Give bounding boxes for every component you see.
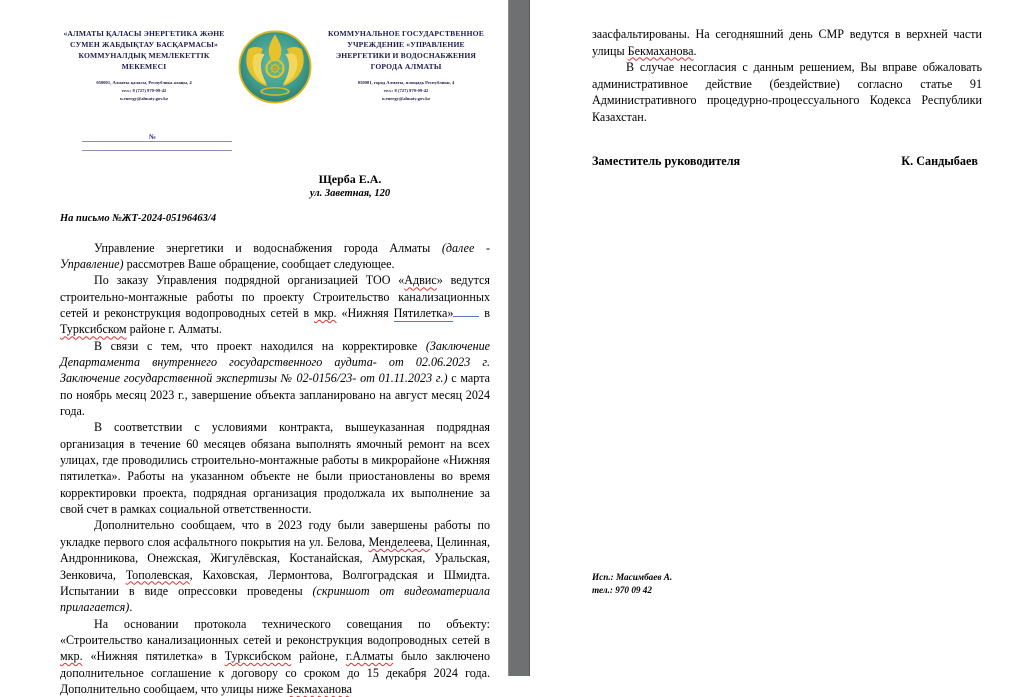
letter-reference: На письмо №ЖТ-2024-05196463/4 (60, 212, 217, 224)
rule-line-bottom (82, 150, 232, 151)
signature-block (592, 154, 982, 169)
letterhead-title-kk: «АЛМАТЫ ҚАЛАСЫ ЭНЕРГЕТИКА ЖӘНЕ СУМЕН ЖАБДЫҚТАУ БАСҚАРМАСЫ» КОММУНАЛДЫҚ МЕМЛЕКЕТТІК МЕКЕМЕСІ (63, 29, 225, 71)
p5-text-d: . (129, 600, 133, 615)
rule-line-top (82, 141, 232, 142)
p2-text-b: » ведутся строительно-монтажные работы по проекту Строительство канализационных сетей и реконструкция водопроводных сетей в (60, 273, 490, 321)
p5-text-b: , Целинная, Андронникова, Онежская, Жигулёвская, Костанайская, Амурская, Уральская, Зенковича, (60, 534, 490, 582)
p3-text-italic: (Заключение Департамента внутреннего государственного аудита- от 02.06.2023 г. Заключение государственной экспертизы № 02-0156/23- от 01.11.2023 г.) (60, 338, 490, 386)
p1-text-b: рассмотрев Ваше обращение, сообщает следующее. (123, 256, 395, 271)
p7-spellcheck-bekmahanova: Бекмаханова (627, 43, 694, 58)
signature-position: Заместитель руководителя (592, 153, 741, 168)
p6-text-b: «Нижняя пятилетка» в (82, 649, 225, 664)
paragraph-7 (592, 26, 982, 59)
executor-name: Исп.: Масимбаев А. (592, 572, 673, 582)
page-gutter-edge-left (508, 0, 509, 676)
letterhead-title-ru: КОММУНАЛЬНОЕ ГОСУДАРСТВЕННОЕ УЧРЕЖДЕНИЕ «УПРАВЛЕНИЕ ЭНЕРГЕТИКИ И ВОДОСНАБЖЕНИЯ ГОРОДА АЛМАТЫ (328, 29, 484, 71)
p3-text-a: В связи с тем, что проект находился на корректировке (94, 338, 426, 353)
letterhead-email-ru: u.energy@almaty.gov.kz (381, 95, 431, 101)
letter-number-lines (82, 134, 232, 156)
letterhead-left-block (60, 28, 228, 102)
document-page-2 (530, 0, 1024, 676)
p2-spellcheck-advis: Адвис (404, 273, 437, 288)
letterhead-phone-kk: тел.: 8 (727) 970-09-42 (121, 87, 167, 93)
paragraph-2 (60, 272, 490, 337)
paragraph-6 (60, 616, 490, 697)
letterhead-email-kk: u.energy@almaty.gov.kz (119, 95, 169, 101)
addressee-block (60, 172, 490, 201)
letterhead-address-line-kk: 050001, Алматы қаласы, Республика алаңы, 4 (96, 80, 192, 85)
number-symbol: № (149, 133, 157, 141)
p2-hyperlink-tail (453, 316, 479, 317)
p5-spellcheck-mendeleeva: Менделеева (368, 534, 431, 549)
paragraph-4: В соответствии с условиями контракта, вышеуказанная подрядная организация в течение 60 месяцев обязана выполнять ямочный ремонт на всех улицах, где проводились строительно-монтажные работы в микрорайоне «Нижняя пятилетка». Работы на указанном объекте не были приостановлены во время корректировки проекта, подрядная организация продолжала их выполнение за свой счет в рамках социальной ответственности. (60, 420, 490, 517)
p6-spellcheck-galmaty: г.Алматы (345, 649, 394, 664)
p6-spellcheck-mkr: мкр. (60, 649, 83, 664)
p2-spellcheck-turksibskom: Турксибском (60, 322, 127, 337)
letterhead (60, 28, 490, 104)
p7-text-b: . (693, 43, 697, 58)
paragraph-1 (60, 240, 490, 273)
letterhead-right-block (322, 28, 490, 102)
p3-text-b: с марта по ноябрь месяц 2023 г., завершение объекта запланировано на август месяц 2024 года. (60, 371, 490, 419)
p2-text-d: в (479, 306, 491, 321)
p2-text-a: По заказу Управления подрядной организацией ТОО « (94, 273, 405, 288)
p6-spellcheck-bekmahanova: Бекмаханова (286, 681, 353, 696)
addressee-address: ул. Заветная, 120 (309, 188, 391, 199)
document-page-1 (0, 0, 508, 696)
coat-of-arms-kazakhstan-icon (238, 30, 312, 104)
executor-phone: тел.: 970 09 42 (592, 585, 652, 596)
p6-text-a: На основании протокола технического совещания по объекту: «Строительство канализационных сетей и реконструкция водопроводных сетей в (60, 616, 490, 647)
p2-text-e: районе г. Алматы. (126, 322, 222, 337)
executor-block (592, 571, 672, 598)
p2-hyperlink-pyatiletka[interactable]: Пятилетка» (393, 306, 454, 321)
p7-text-a: заасфальтированы. На сегодняшний день СМР ведутся в верхней части улицы (592, 27, 982, 58)
emblem-container (232, 28, 318, 104)
p5-text-a: Дополнительно сообщаем, что в 2023 году были завершены работы по укладке первого слоя асфальтного покрытия на ул. Белова, (60, 518, 490, 549)
paragraph-8: В случае несогласия с данным решением, Вы вправе обжаловать административное действие (бездействие) согласно статье 91 Административного процедурно-процессуального Кодекса Республики Казахстан. (592, 60, 982, 124)
letterhead-phone-ru: тел.: 8 (727) 970-09-42 (383, 87, 429, 93)
p5-spellcheck-topolevskaya: Тополевская (125, 567, 190, 582)
p2-spellcheck-mkr: мкр. (313, 306, 337, 321)
letterhead-address-kk (60, 79, 228, 102)
p1-text-italic: (далее - Управление) (60, 240, 490, 271)
letterhead-address-ru (322, 79, 490, 102)
page-1-content (60, 28, 490, 697)
p2-text-c: «Нижняя (336, 306, 394, 321)
paragraph-3 (60, 338, 490, 420)
page-2-content (592, 26, 982, 169)
p6-text-c: районе, (291, 649, 346, 664)
paragraph-5 (60, 517, 490, 615)
p6-spellcheck-turksibskom: Турксибском (224, 649, 292, 664)
p6-text-d: было заключено дополнительное соглашение к договору со сроком до 15 декабря 2024 года. Дополнительно сообщаем, что улицы ниже (60, 649, 490, 696)
signature-name: К. Сандыбаев (901, 153, 978, 168)
page-gutter (508, 0, 530, 676)
letterhead-address-line-ru: 050001, город Алматы, площадь Республики, 4 (357, 80, 455, 85)
p5-text-c: , Каховская, Лермонтова, Волгоградская и Шмидта. Испытании в виде опрессовки проведены (60, 567, 491, 598)
page-1-body (60, 240, 490, 697)
p1-text-a: Управление энергетики и водоснабжения города Алматы (94, 240, 442, 255)
addressee-name: Щерба Е.А. (318, 172, 382, 186)
p5-text-italic: (скриншот от видеоматериала прилагается) (60, 583, 490, 615)
